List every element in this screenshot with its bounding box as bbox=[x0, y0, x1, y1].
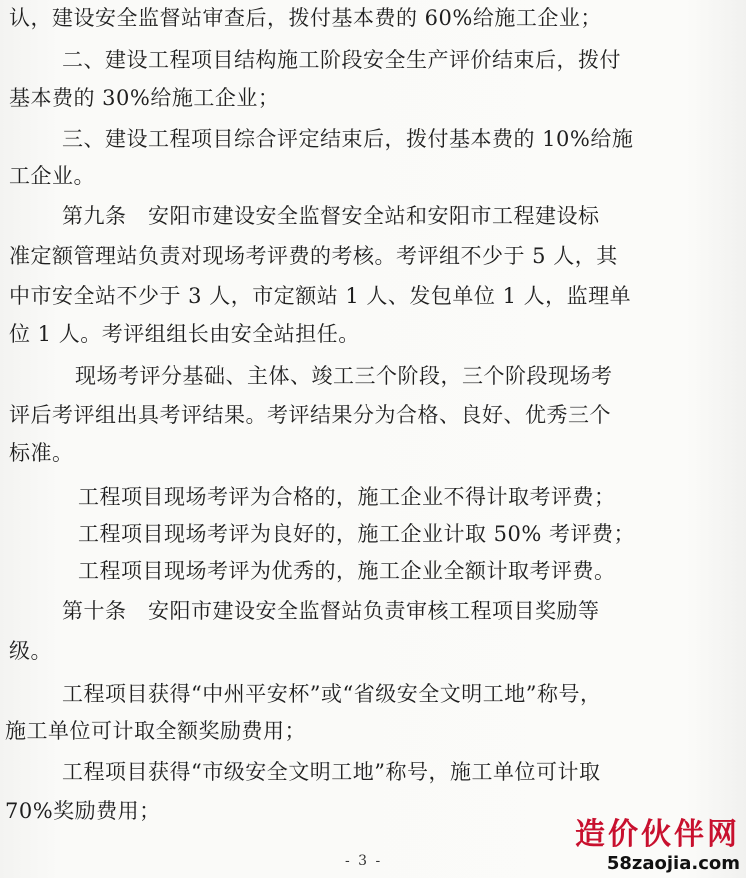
text-line: 基本费的 30%给施工企业； bbox=[9, 86, 280, 110]
text-line: 工程项目获得“市级安全文明工地”称号，施工单位可计取 bbox=[62, 760, 601, 784]
text-line: 现场考评分基础、主体、竣工三个阶段，三个阶段现场考 bbox=[75, 364, 613, 388]
text-line: 三、建设工程项目综合评定结束后，拨付基本费的 10%给施 bbox=[62, 127, 634, 151]
text-line: 二、建设工程项目结构施工阶段安全生产评价结束后，拨付 bbox=[62, 48, 621, 72]
text-line: 标准。 bbox=[9, 441, 74, 465]
text-line: 工程项目现场考评为良好的，施工企业计取 50% 考评费； bbox=[78, 522, 636, 546]
watermark-url: 58zaojia.com bbox=[606, 853, 740, 874]
text-line: 工程项目获得“中州平安杯”或“省级安全文明工地”称号， bbox=[62, 682, 602, 706]
text-line: 中市安全站不少于 3 人，市定额站 1 人、发包单位 1 人，监理单 bbox=[9, 284, 632, 308]
article-nine-heading-line: 第九条 安阳市建设安全监督安全站和安阳市工程建设标 bbox=[62, 204, 600, 228]
watermark-name: 造价伙伴网 bbox=[575, 817, 740, 852]
text-line: 准定额管理站负责对现场考评费的考核。考评组不少于 5 人，其 bbox=[9, 244, 618, 268]
text-line: 工企业。 bbox=[9, 164, 95, 188]
text-line: 工程项目现场考评为合格的，施工企业不得计取考评费； bbox=[78, 485, 616, 509]
text-line: 位 1 人。考评组组长由安全站担任。 bbox=[9, 322, 360, 346]
text-line: 施工单位可计取全额奖励费用； bbox=[5, 719, 306, 743]
text-line: 认，建设安全监督站审查后，拨付基本费的 60%给施工企业； bbox=[9, 6, 602, 30]
site-watermark bbox=[562, 818, 740, 878]
text-line: 工程项目现场考评为优秀的，施工企业全额计取考评费。 bbox=[78, 559, 616, 583]
page-number: - 3 - bbox=[345, 853, 383, 869]
text-line: 70%奖励费用； bbox=[5, 799, 161, 823]
text-line: 级。 bbox=[9, 639, 52, 663]
article-ten-heading-line: 第十条 安阳市建设安全监督站负责审核工程项目奖励等 bbox=[62, 599, 600, 623]
text-line: 评后考评组出具考评结果。考评结果分为合格、良好、优秀三个 bbox=[9, 403, 611, 427]
